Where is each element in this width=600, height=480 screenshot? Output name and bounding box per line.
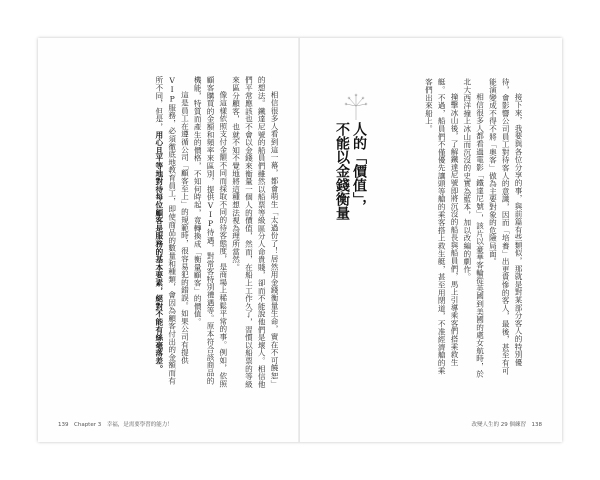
- chapter-title-line: 不能以金錢衡量: [334, 122, 350, 220]
- right-body-text: [394, 78, 524, 378]
- chapter-title-line: 人的「價值」，: [351, 122, 367, 213]
- paragraph: 相信很多人看到這一幕，都會萌生「太過份了！居然用金錢衡量生命，實在不可饒恕」的想法。鐵達尼號的船員們雖然以船票等級區分人命貴賤，卻而不能說他們是壞人。相信他們平常應該也不會以金錢來衡量一個人的價值，然而，在船上工作久了，習慣以船票的等級來區分顧客，也就不知不覺地將這種想法視為理所當然。: [231, 76, 279, 388]
- left-body-text: [58, 76, 280, 388]
- bold-emphasis: 用心且平等地對待每位顧客是服務的基本要素，絕對不能有絲毫落差。: [154, 130, 164, 373]
- left-folio: 139 Chapter 3 幸福，是需要學習的能力！: [58, 422, 173, 428]
- left-page: [38, 38, 300, 442]
- right-page: [300, 38, 562, 442]
- chapter-title: [333, 122, 367, 262]
- dandelion-ornament-icon: [341, 92, 371, 122]
- book-spread: [38, 38, 562, 442]
- paragraph: 撞擊冰山後，了解鐵達尼號即將沉沒的船長與船員們，馬上引導乘客們搭乘救生艇。不過，船員們不僅優先讓頭等艙的乘客搭上救生艇，甚至用閉道，不准經濟艙的乘客們出來船上。: [424, 78, 460, 375]
- right-folio: 改變人生的 29 個練習 138: [471, 422, 542, 428]
- paragraph: 接下來，我要與各位分享的事，與前篇有些類似，那就是對某部分客人的特別優待，會影響公司員工對待客人的意識，因而「培養」出更貴慘的客人，最後，甚至有可能演變成不得不將「奧客」做為主要對象的危險局面。: [488, 78, 523, 375]
- paragraph: 相信很多人都看過電影「鐵達尼號」，該片以豪華客輪從英國到美國的處女航時，於北大西洋撞上冰山而沉沒的史實為藍本，加以改編的劇作。: [462, 78, 485, 378]
- paragraph-text: 這是員工在遵循公司「顧客至上」的規範時，很容易犯的錯誤。如果公司有提供VIP服務，必須徹底地教育員工，即使商品的數量和種類，會因為顧客付出的金額而有所不同，但是，: [154, 76, 190, 385]
- paragraph: 像這樣依照支付金額不同而採取不同的待客態度，是商場上稀鬆平常的事。例如，依照顧客購買的金額和頻率來區別，提供VIP待遇，對常客特別禮遇等。原本符合該商品的機能，特質而產生的價格，不知何時起，竟轉換成「衡量顧客」的價值。: [193, 76, 228, 388]
- paragraph: [152, 76, 190, 388]
